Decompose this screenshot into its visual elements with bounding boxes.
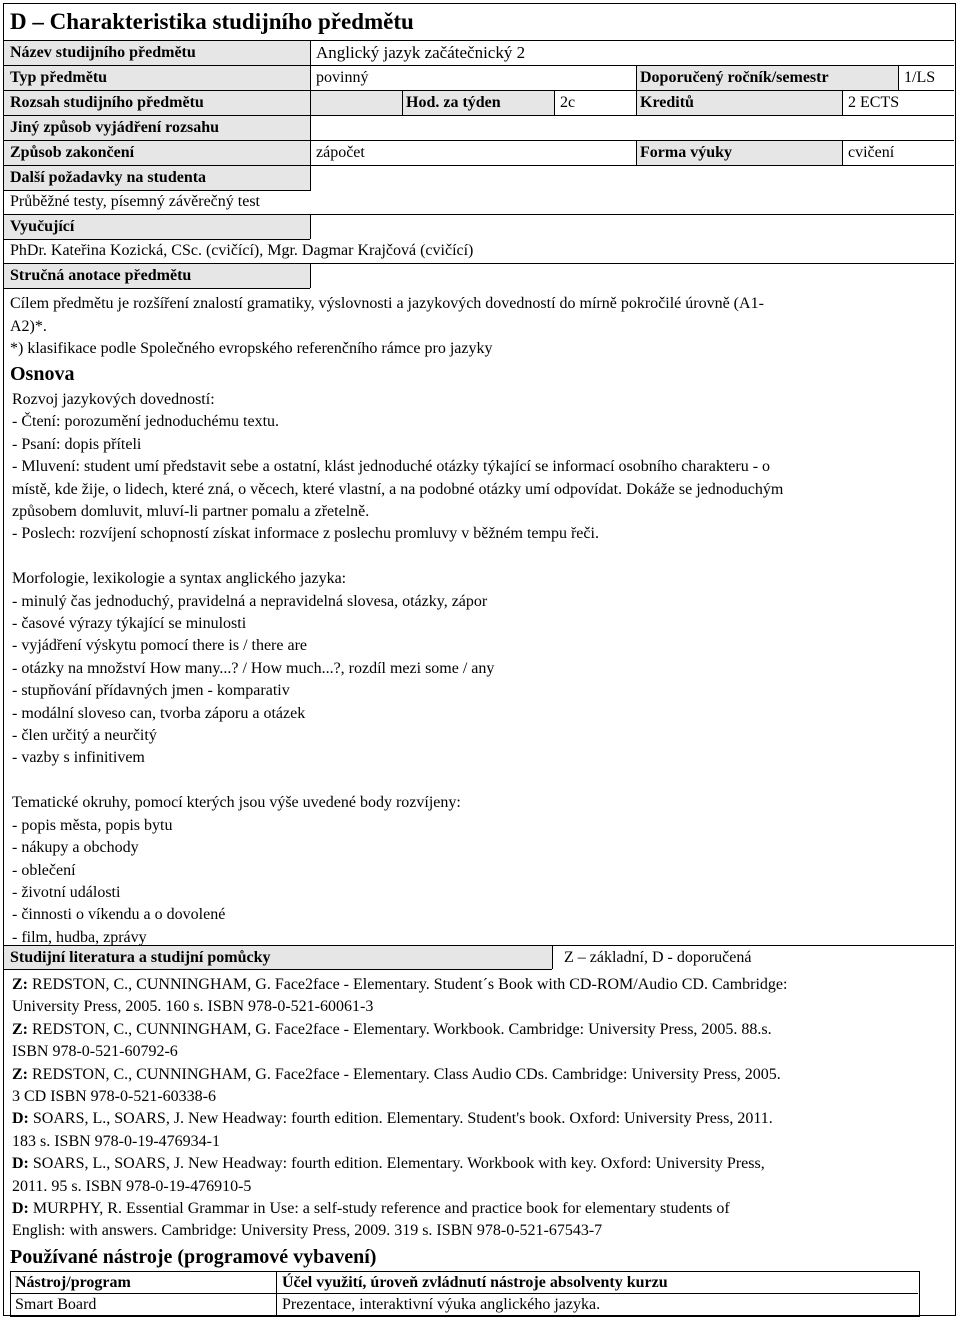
outline-line: - Poslech: rozvíjení schopností získat informace z poslechu promluvy v běžném tempu řeči. xyxy=(12,525,599,543)
literature-line xyxy=(12,974,952,996)
annotation-line: Cílem předmětu je rozšíření znalostí gramatiky, výslovnosti a jazykových dovedností do mírně pokročilé úrovně (A1- xyxy=(10,295,764,312)
literature-type-prefix: Z: xyxy=(12,1020,28,1038)
literature-citation: 183 s. ISBN 978-0-19-476934-1 xyxy=(12,1132,220,1150)
recommended-year-value: 1/LS xyxy=(904,69,936,86)
literature-citation: 3 CD ISBN 978-0-521-60338-6 xyxy=(12,1088,216,1106)
outline-line: - modální sloveso can, tvorba záporu a otázek xyxy=(12,704,306,722)
divider xyxy=(276,1272,277,1315)
literature-line xyxy=(12,1153,952,1175)
literature-citation: REDSTON, C., CUNNINGHAM, G. Face2face - Elementary. Class Audio CDs. Cambridge: University Press, 2005. xyxy=(28,1065,781,1083)
literature-legend: Z – základní, D - doporučená xyxy=(564,949,752,966)
tools-heading: Používané nástroje (programové vybavení) xyxy=(10,1246,377,1268)
outline-heading: Osnova xyxy=(10,363,75,385)
recommended-year-label: Doporučený ročník/semestr xyxy=(640,69,829,86)
divider xyxy=(4,263,954,264)
literature-line xyxy=(12,1041,952,1063)
outline-line: Morfologie, lexikologie a syntax anglického jazyka: xyxy=(12,570,347,588)
outline-line xyxy=(12,770,952,792)
divider xyxy=(4,969,552,970)
divider xyxy=(310,116,311,140)
outline-line: Rozvoj jazykových dovedností: xyxy=(12,391,215,408)
outline-line: - nákupy a obchody xyxy=(12,839,139,857)
divider xyxy=(552,945,553,969)
outline-line: - činnosti o víkendu a o dovolené xyxy=(12,906,226,924)
tools-col1-header: Nástroj/program xyxy=(15,1274,131,1291)
divider xyxy=(636,141,637,165)
literature-citation: ISBN 978-0-521-60792-6 xyxy=(12,1043,178,1061)
course-name-value: Anglický jazyk začátečnický 2 xyxy=(316,43,526,62)
credits-value: 2 ECTS xyxy=(848,94,900,111)
divider xyxy=(4,239,310,240)
annotation-line: A2)*. xyxy=(10,318,47,335)
literature-line xyxy=(12,996,952,1018)
requirements-label: Další požadavky na studenta xyxy=(10,169,207,186)
course-type-label: Typ předmětu xyxy=(10,69,108,86)
literature-line xyxy=(12,1198,952,1220)
literature-citation: University Press, 2005. 160 s. ISBN 978-0-521-60061-3 xyxy=(12,998,374,1016)
tool-name: Smart Board xyxy=(15,1296,97,1313)
outline-line: - Mluvení: student umí představit sebe a ostatní, klást jednoduché otázky týkající se informací osobního charakteru - o xyxy=(12,458,771,476)
requirements-value: Průběžné testy, písemný závěrečný test xyxy=(10,193,260,210)
outline-line: - Psaní: dopis příteli xyxy=(12,435,142,453)
divider xyxy=(4,140,954,141)
literature-citation: REDSTON, C., CUNNINGHAM, G. Face2face - Elementary. Student´s Book with CD-ROM/Audio CD. Cambridge: xyxy=(28,976,788,993)
literature-citation: English: with answers. Cambridge: University Press, 2009. 319 s. ISBN 978-0-521-67543-7 xyxy=(12,1222,603,1240)
divider xyxy=(4,165,954,166)
divider xyxy=(842,91,843,115)
outline-line: - vyjádření výskytu pomocí there is / there are xyxy=(12,637,308,655)
divider xyxy=(4,115,954,116)
teaching-form-label: Forma výuky xyxy=(640,144,732,161)
outline-line: způsobem domluvit, mluví-li partner pomalu a zřetelně. xyxy=(12,503,370,521)
divider xyxy=(554,91,555,115)
outline-line: místě, kde žije, o lidech, které zná, o věcech, které vlastní, a na podobné otázky umí odpovídat. Dokáže se jednoduchým xyxy=(12,480,784,498)
divider xyxy=(4,190,310,191)
literature-line xyxy=(12,1108,952,1130)
outline-line: - minulý čas jednoduchý, pravidelná a nepravidelná slovesa, otázky, zápor xyxy=(12,592,488,610)
literature-type-prefix: D: xyxy=(12,1200,29,1218)
page-title: D – Charakteristika studijního předmětu xyxy=(10,9,414,34)
tool-purpose: Prezentace, interaktivní výuka anglického jazyka. xyxy=(282,1296,601,1313)
credits-label: Kreditů xyxy=(640,94,694,111)
outline-line: Tematické okruhy, pomocí kterých jsou výše uvedené body rozvíjeny: xyxy=(12,794,461,812)
outline-line: - oblečení xyxy=(12,861,76,879)
divider xyxy=(4,90,954,91)
outline-line: - stupňování přídavných jmen - komparativ xyxy=(12,682,290,700)
annotation-label: Stručná anotace předmětu xyxy=(10,267,192,284)
course-sheet xyxy=(3,3,956,1316)
hours-value: 2c xyxy=(560,94,576,111)
outline-line xyxy=(12,546,952,568)
tools-col2-header: Účel využití, úroveň zvládnutí nástroje absolventy kurzu xyxy=(282,1274,668,1291)
literature-type-prefix: D: xyxy=(12,1110,29,1128)
teaching-form-value: cvičení xyxy=(848,144,895,161)
literature-line xyxy=(12,1131,952,1153)
literature-citation: MURPHY, R. Essential Grammar in Use: a self-study reference and practice book for elementary students of xyxy=(28,1200,730,1218)
literature-line xyxy=(12,1176,952,1198)
divider xyxy=(898,66,899,90)
literature-list xyxy=(12,974,952,1243)
literature-label: Studijní literatura a studijní pomůcky xyxy=(10,949,271,966)
literature-type-prefix: Z: xyxy=(12,1065,28,1083)
outline-line: - popis města, popis bytu xyxy=(12,816,173,834)
outline-line: - člen určitý a neurčitý xyxy=(12,727,157,745)
literature-type-prefix: D: xyxy=(12,1155,29,1173)
divider xyxy=(4,945,954,946)
literature-citation: SOARS, L., SOARS, J. New Headway: fourth edition. Elementary. Student's book. Oxford: University Press, 2011. xyxy=(28,1110,773,1128)
tools-table xyxy=(10,1271,920,1317)
outline-body xyxy=(12,389,952,949)
divider xyxy=(310,264,311,288)
literature-type-prefix: Z: xyxy=(12,976,28,993)
completion-label: Způsob zakončení xyxy=(10,144,135,161)
outline-line: - časové výrazy týkající se minulosti xyxy=(12,615,247,633)
divider xyxy=(310,215,311,239)
divider xyxy=(4,214,954,215)
hours-label: Hod. za týden xyxy=(406,94,501,111)
divider xyxy=(842,141,843,165)
literature-line xyxy=(12,1019,952,1041)
literature-line xyxy=(12,1064,952,1086)
divider xyxy=(402,91,403,115)
outline-line: - Čtení: porozumění jednoduchému textu. xyxy=(12,413,280,431)
outline-line: - otázky na množství How many...? / How much...?, rozdíl mezi some / any xyxy=(12,659,495,677)
divider xyxy=(4,65,954,66)
outline-line: - film, hudba, zprávy xyxy=(12,928,147,946)
teachers-value: PhDr. Kateřina Kozická, CSc. (cvičící), Mgr. Dagmar Krajčová (cvičící) xyxy=(10,242,474,259)
divider xyxy=(4,288,310,289)
literature-line xyxy=(12,1220,952,1242)
course-type-value: povinný xyxy=(316,69,369,86)
literature-citation: REDSTON, C., CUNNINGHAM, G. Face2face - Elementary. Workbook. Cambridge: University Press, 2005. 88.s. xyxy=(28,1020,772,1038)
divider xyxy=(636,66,637,115)
teachers-label: Vyučující xyxy=(10,218,75,235)
literature-citation: SOARS, L., SOARS, J. New Headway: fourth edition. Elementary. Workbook with key. Oxford: University Press, xyxy=(28,1155,765,1173)
outline-line: - životní události xyxy=(12,883,121,901)
literature-line xyxy=(12,1086,952,1108)
completion-value: zápočet xyxy=(316,144,365,161)
course-name-label: Název studijního předmětu xyxy=(10,44,196,61)
other-scope-label: Jiný způsob vyjádření rozsahu xyxy=(10,119,220,136)
outline-line: - vazby s infinitivem xyxy=(12,749,145,767)
literature-citation: 2011. 95 s. ISBN 978-0-19-476910-5 xyxy=(12,1177,252,1195)
scope-label: Rozsah studijního předmětu xyxy=(10,94,204,111)
annotation-footnote: *) klasifikace podle Společného evropského referenčního rámce pro jazyky xyxy=(10,340,493,357)
divider xyxy=(11,1293,918,1294)
